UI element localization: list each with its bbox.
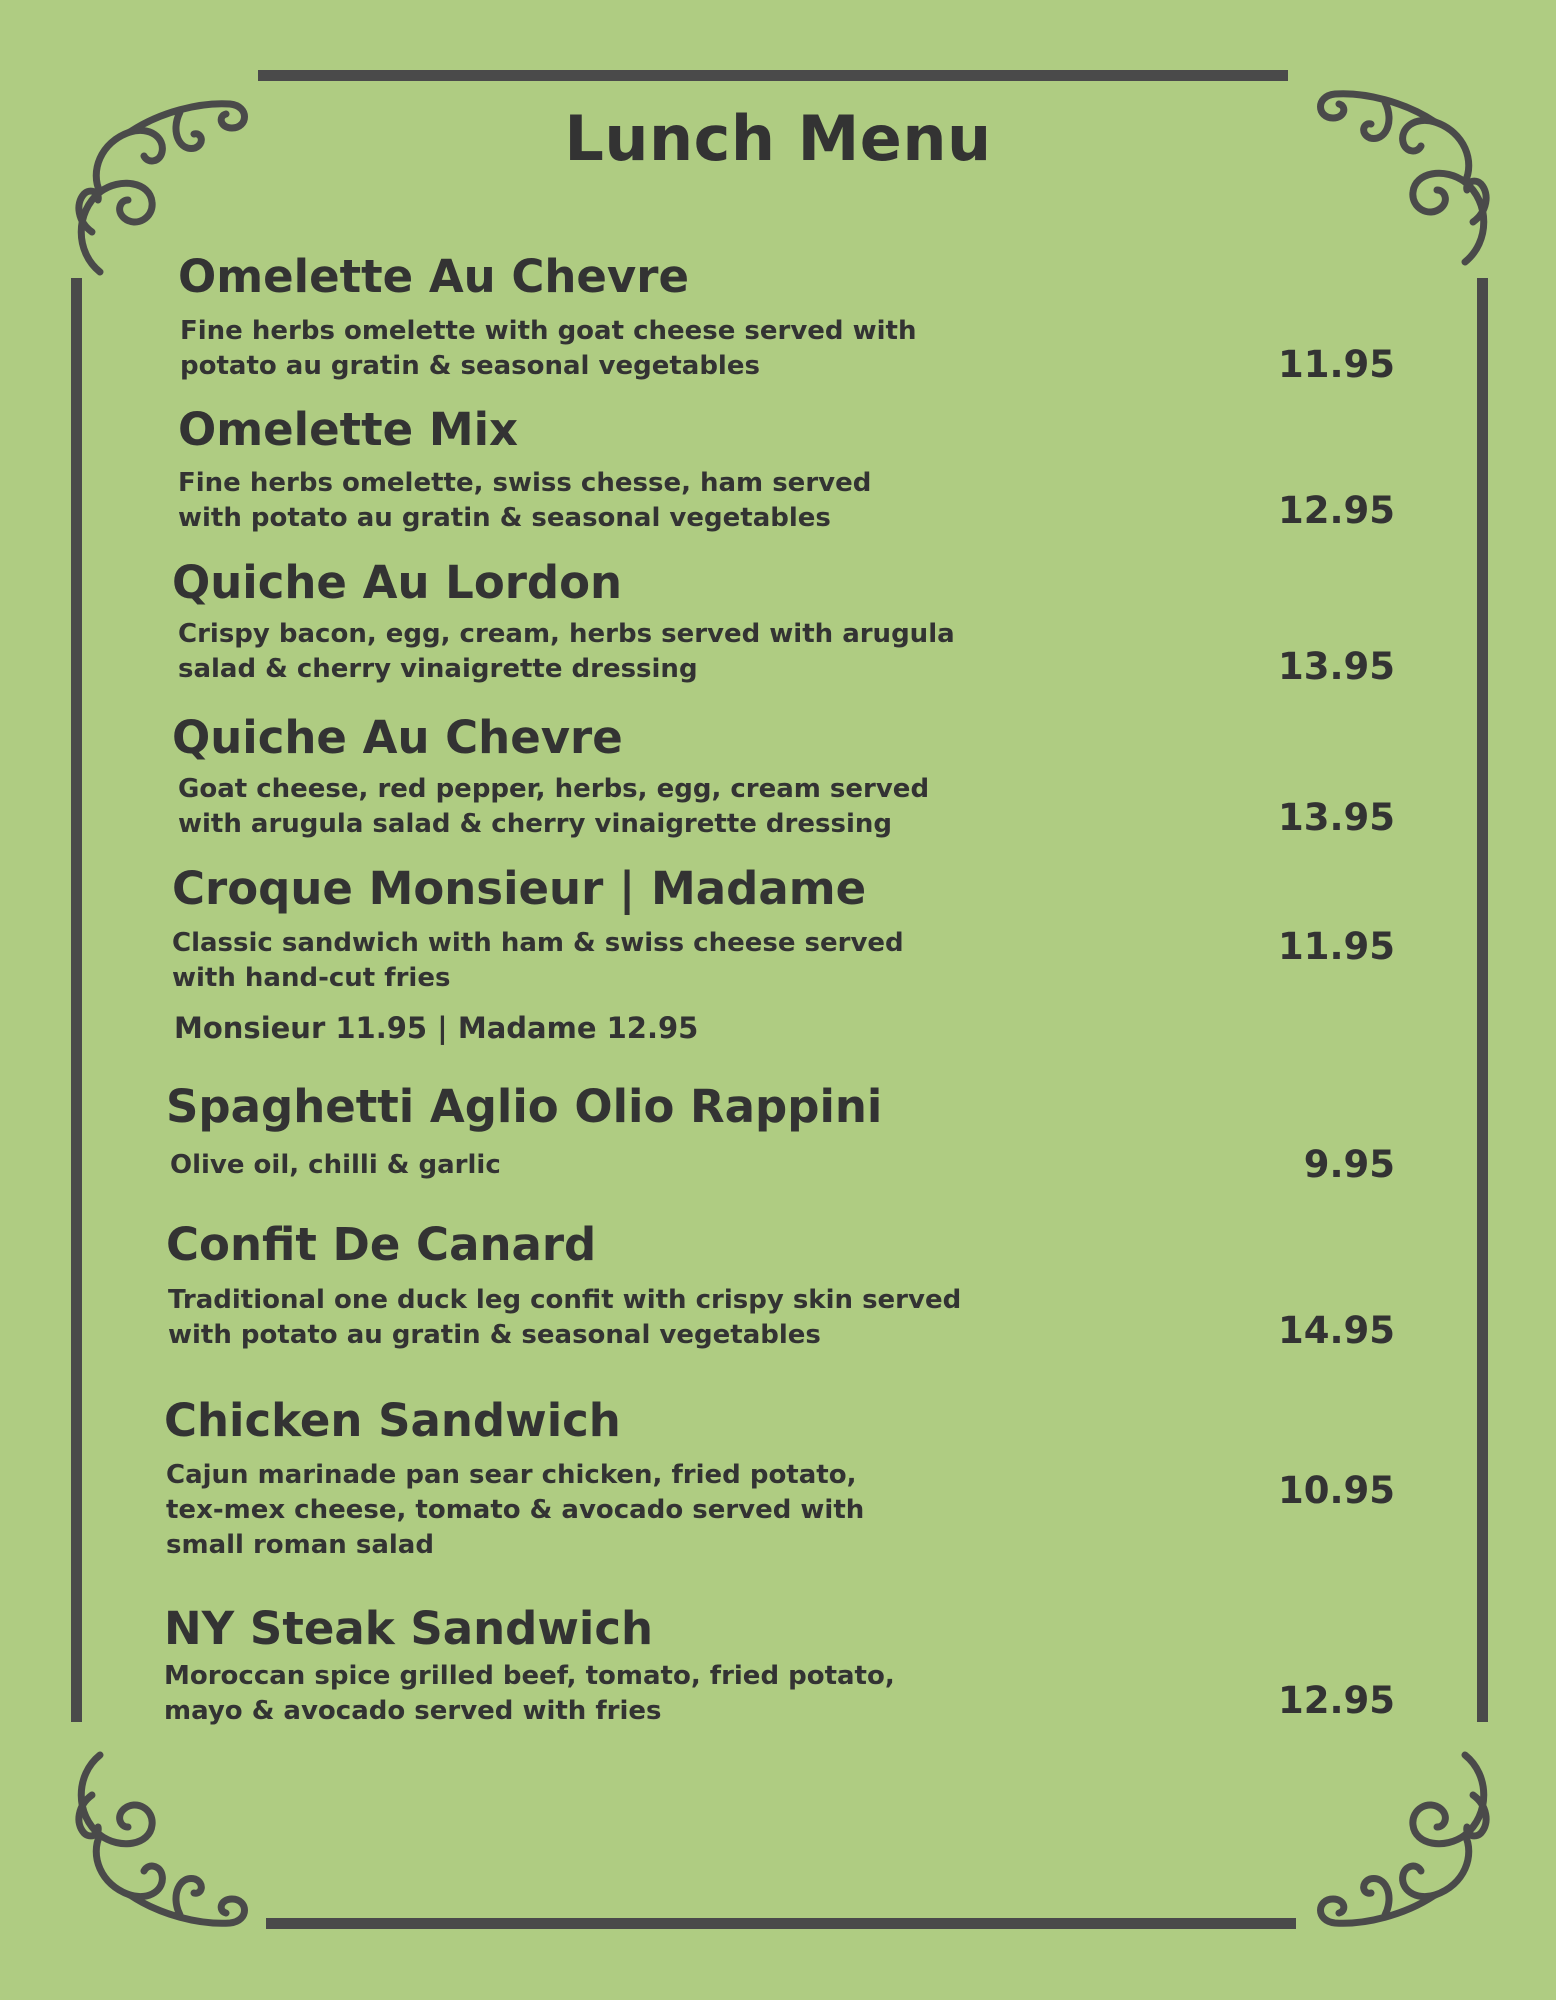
menu-item-description: Classic sandwich with ham & swiss cheese served with hand-cut fries	[172, 928, 904, 993]
frame-right-bar	[1477, 278, 1488, 1722]
flourish-bottom-right-icon	[1305, 1745, 1495, 1945]
menu-item-description: Goat cheese, red pepper, herbs, egg, cream served with arugula salad & cherry vinaigrette dressing	[178, 774, 930, 839]
frame-top-bar	[258, 70, 1288, 81]
menu-item-name: Omelette Mix	[178, 403, 519, 456]
menu-item-note: Monsieur 11.95 | Madame 12.95	[174, 1011, 699, 1045]
menu-item-description: Fine herbs omelette, swiss chesse, ham served with potato au gratin & seasonal vegetables	[178, 468, 872, 533]
menu-item-description: Fine herbs omelette with goat cheese served with potato au gratin & seasonal vegetables	[180, 316, 917, 381]
menu-item-name: Quiche Au Lordon	[172, 556, 623, 609]
menu-item-description: Crispy bacon, egg, cream, herbs served with arugula salad & cherry vinaigrette dressing	[178, 619, 955, 684]
menu-item-price: 13.95	[1277, 796, 1395, 839]
frame-bottom-bar	[266, 1918, 1296, 1929]
menu-item-name: NY Steak Sandwich	[164, 1602, 654, 1655]
menu-item-name: Confit De Canard	[166, 1218, 597, 1271]
menu-item-name: Spaghetti Aglio Olio Rappini	[166, 1080, 883, 1133]
menu-item-name: Quiche Au Chevre	[172, 711, 623, 764]
flourish-bottom-left-icon	[70, 1745, 260, 1945]
menu-item-price: 12.95	[1277, 489, 1395, 532]
page-title: Lunch Menu	[564, 102, 992, 175]
menu-item-price: 12.95	[1277, 1679, 1395, 1722]
menu-item-description: Traditional one duck leg confit with crispy skin served with potato au gratin & seasonal vegetables	[168, 1285, 962, 1350]
menu-item-description: Moroccan spice grilled beef, tomato, fried potato, mayo & avocado served with fries	[164, 1661, 895, 1726]
menu-item-price: 10.95	[1277, 1469, 1395, 1512]
menu-item-price: 11.95	[1277, 343, 1395, 386]
menu-item-description: Olive oil, chilli & garlic	[170, 1150, 501, 1180]
menu-item-price: 11.95	[1277, 925, 1395, 968]
menu-item-name: Croque Monsieur | Madame	[172, 862, 867, 915]
menu-item-price: 9.95	[1303, 1143, 1395, 1186]
frame-left-bar	[71, 278, 82, 1722]
menu-item-name: Omelette Au Chevre	[178, 250, 689, 303]
menu-item-name: Chicken Sandwich	[164, 1394, 621, 1447]
menu-item-description: Cajun marinade pan sear chicken, fried potato, tex-mex cheese, tomato & avocado served with small roman salad	[166, 1460, 865, 1560]
menu-item-price: 14.95	[1277, 1309, 1395, 1352]
menu-item-price: 13.95	[1277, 645, 1395, 688]
